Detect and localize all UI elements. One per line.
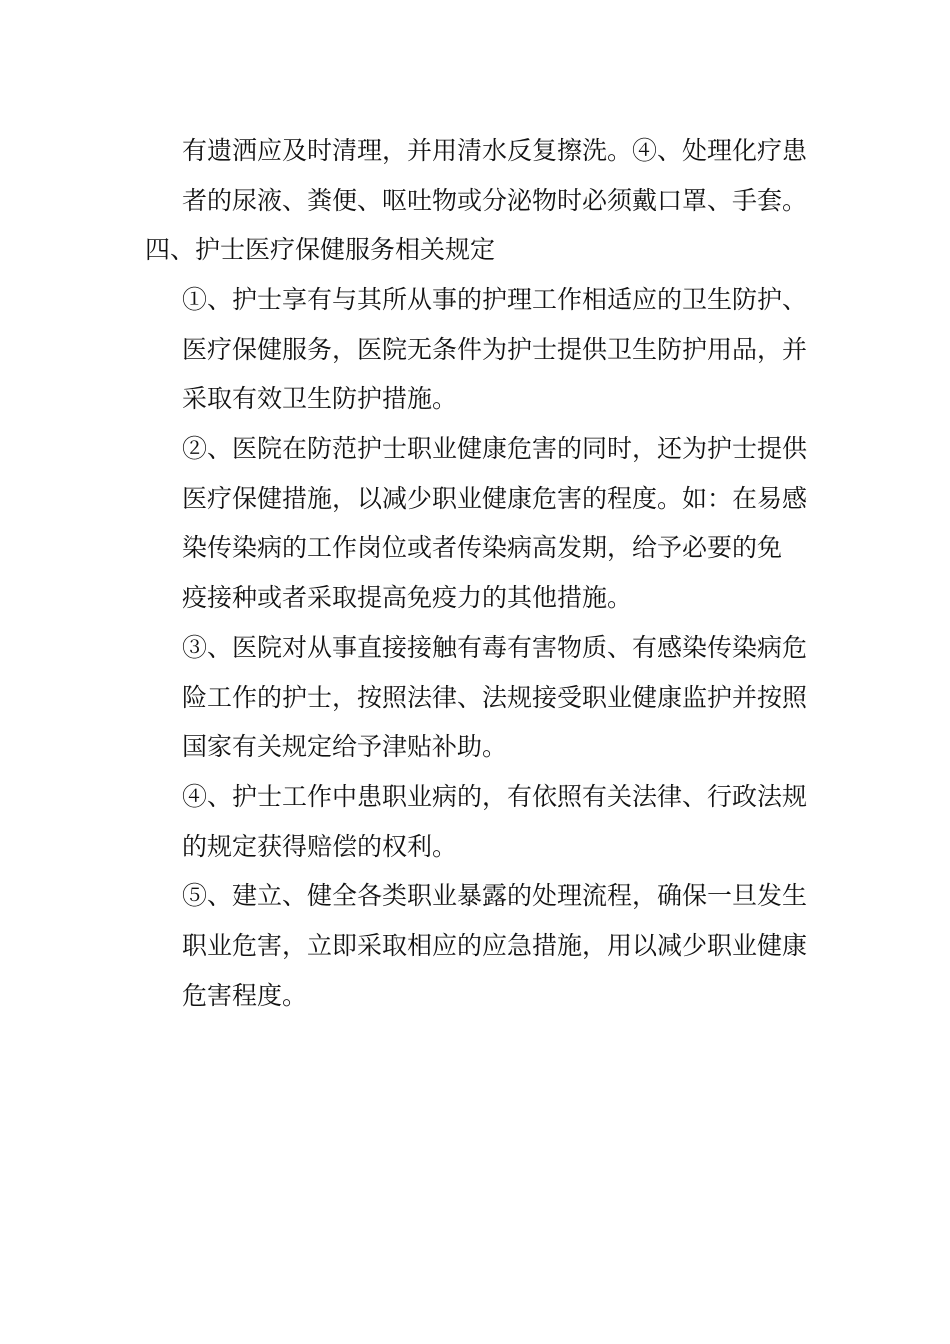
paragraph-line: 有遗洒应及时清理，并用清水反复擦洗。④、处理化疗患 xyxy=(182,136,808,165)
paragraph-line: 险工作的护士，按照法律、法规接受职业健康监护并按照 xyxy=(182,683,808,712)
paragraph-line: 疫接种或者采取提高免疫力的其他措施。 xyxy=(182,583,633,612)
paragraph-line: 职业危害，立即采取相应的应急措施，用以减少职业健康 xyxy=(182,931,808,960)
paragraph-line: ④、护士工作中患职业病的，有依照有关法律、行政法规 xyxy=(182,782,808,811)
paragraph-line: 医疗保健措施，以减少职业健康危害的程度。如：在易感 xyxy=(182,484,808,513)
paragraph-line: 的规定获得赔偿的权利。 xyxy=(182,832,458,861)
paragraph-line: ②、医院在防范护士职业健康危害的同时，还为护士提供 xyxy=(182,434,808,463)
section-heading: 四、护士医疗保健服务相关规定 xyxy=(145,235,496,264)
paragraph-line: 者的尿液、粪便、呕吐物或分泌物时必须戴口罩、手套。 xyxy=(182,186,808,215)
paragraph-line: ③、医院对从事直接接触有毒有害物质、有感染传染病危 xyxy=(182,633,808,662)
paragraph-line: 医疗保健服务，医院无条件为护士提供卫生防护用品，并 xyxy=(182,335,808,364)
paragraph-line: ⑤、建立、健全各类职业暴露的处理流程，确保一旦发生 xyxy=(182,881,808,910)
paragraph-line: 采取有效卫生防护措施。 xyxy=(182,384,458,413)
paragraph-line: ①、护士享有与其所从事的护理工作相适应的卫生防护、 xyxy=(182,285,808,314)
paragraph-line: 国家有关规定给予津贴补助。 xyxy=(182,732,508,761)
paragraph-line: 染传染病的工作岗位或者传染病高发期，给予必要的免 xyxy=(182,533,783,562)
paragraph-line: 危害程度。 xyxy=(182,981,308,1010)
